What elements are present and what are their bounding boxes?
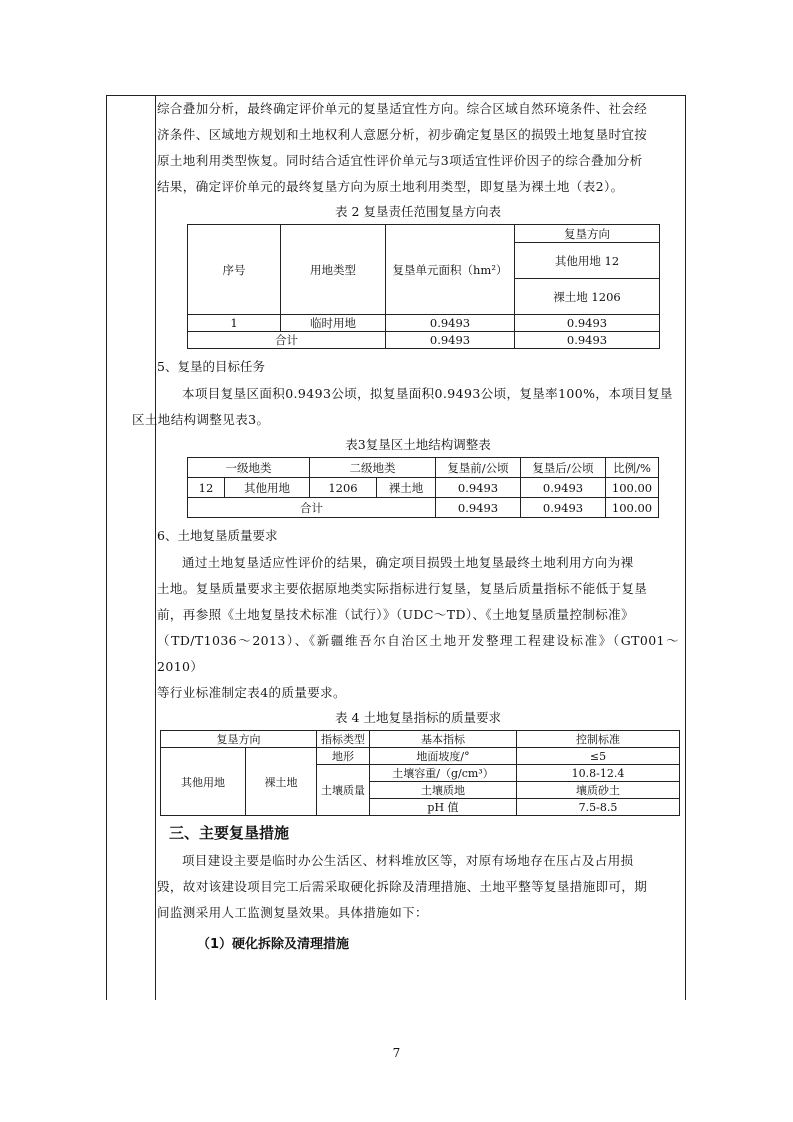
table-cell: 合计: [188, 332, 386, 349]
table-cell: 合计: [188, 498, 436, 518]
table2: [187, 224, 660, 349]
table-cell: 0.9493: [521, 478, 606, 498]
table-cell: 0.9493: [515, 315, 660, 332]
table-header: 用地类型: [281, 225, 386, 315]
section3-paragraph: [157, 848, 679, 926]
text-line: 间监测采用人工监测复垦效果。具体措施如下：: [157, 905, 428, 920]
text-line: 济条件、区域地方规划和土地权利人意愿分析，初步确定复垦区的损毁土地复垦时宜按: [157, 127, 648, 142]
table-header: 指标类型: [317, 731, 370, 748]
table-cell: 地面坡度/°: [370, 748, 517, 765]
frame-divider: [155, 96, 156, 1000]
table-cell: 0.9493: [436, 478, 521, 498]
table-cell: 土壤质量: [317, 765, 370, 816]
table-total-row: [188, 332, 660, 349]
section5-paragraph: [132, 381, 679, 433]
table3: [187, 457, 659, 518]
table-cell: 100.00: [606, 498, 659, 518]
table-header: 复垦后/公顷: [521, 458, 606, 478]
table-header: 控制标准: [517, 731, 680, 748]
table-cell: 0.9493: [386, 332, 515, 349]
table-header: 一级地类: [188, 458, 310, 478]
table4-title: 表 4 土地复垦指标的质量要求: [335, 710, 501, 725]
table-cell: ≤5: [517, 748, 680, 765]
table-header: 二级地类: [310, 458, 436, 478]
page-number: 7: [392, 1046, 401, 1060]
table-header: 复垦单元面积（hm²）: [386, 225, 515, 315]
table-cell: 1206: [310, 478, 377, 498]
text-line: 通过土地复垦适应性评价的结果，确定项目损毁土地复垦最终土地利用方向为裸: [182, 555, 634, 570]
table-cell: 7.5-8.5: [517, 799, 680, 816]
table-cell: 100.00: [606, 478, 659, 498]
text-line: 原土地利用类型恢复。同时结合适宜性评价单元与3项适宜性评价因子的综合叠加分析: [157, 153, 643, 168]
document-content: [132, 96, 679, 958]
table-cell: 裸土地: [246, 748, 317, 816]
intro-paragraph: [157, 96, 679, 200]
text-line: 等行业标准制定表4的质量要求。: [157, 685, 346, 700]
table-row: [188, 478, 659, 498]
text-line: 综合叠加分析，最终确定评价单元的复垦适宜性方向。综合区域自然环境条件、社会经: [157, 101, 648, 116]
table-cell: 地形: [317, 748, 370, 765]
table-cell: 10.8-12.4: [517, 765, 680, 782]
table-row: [188, 315, 660, 332]
table-cell: 1: [188, 315, 281, 332]
table-header: 比例/%: [606, 458, 659, 478]
text-line: 毁，故对该建设项目完工后需采取硬化拆除及清理措施、土地平整等复垦措施即可，期: [157, 879, 648, 894]
table-header: 基本指标: [370, 731, 517, 748]
table-cell: 土壤容重/（g/cm³）: [370, 765, 517, 782]
table-header: 复垦方向: [161, 731, 317, 748]
table-cell: 土壤质地: [370, 782, 517, 799]
table-cell: 其他用地: [161, 748, 246, 816]
text-line: 前，再参照《土地复垦技术标准（试行）》（UDC～TD）、《土地复垦质量控制标准》: [157, 607, 634, 622]
table-cell: 临时用地: [281, 315, 386, 332]
table-cell: 0.9493: [515, 332, 660, 349]
table-cell: 12: [188, 478, 225, 498]
text-line: 项目建设主要是临时办公生活区、材料堆放区等，对原有场地存在压占及占用损: [182, 853, 634, 868]
table-cell: 0.9493: [436, 498, 521, 518]
table-cell: pH 值: [370, 799, 517, 816]
table-header: 序号: [188, 225, 281, 315]
table3-title: 表3复垦区土地结构调整表: [345, 437, 491, 452]
table-row: [161, 748, 680, 765]
text-line: 土地。复垦质量要求主要依据原地类实际指标进行复垦，复垦后质量指标不能低于复垦: [157, 581, 648, 596]
table-cell: 0.9493: [521, 498, 606, 518]
table-cell: 其他用地: [225, 478, 310, 498]
table-header: 复垦前/公顷: [436, 458, 521, 478]
table-header: 裸土地 1206: [515, 279, 660, 315]
table-cell: 0.9493: [386, 315, 515, 332]
text-line: 结果，确定评价单元的最终复垦方向为原土地利用类型，即复垦为裸土地（表2）。: [157, 179, 624, 194]
text-line: 本项目复垦区面积0.9493公顷，拟复垦面积0.9493公顷，复垦率100%，本项目复垦: [182, 386, 673, 401]
table-header: 复垦方向: [515, 225, 660, 243]
section3-subheading: （1）硬化拆除及清理措施: [197, 937, 350, 952]
table-cell: 壤质砂土: [517, 782, 680, 799]
text-line: （TD/T1036～2013）、《新疆维吾尔自治区土地开发整理工程建设标准》（GT001～2010）: [157, 633, 679, 674]
section6-heading: 6、土地复垦质量要求: [157, 528, 278, 543]
table-header: 其他用地 12: [515, 243, 660, 279]
table4: [160, 730, 680, 816]
table-total-row: [188, 498, 659, 518]
section6-paragraph: [157, 550, 679, 706]
table-cell: 裸土地: [377, 478, 436, 498]
section3-heading: 三、主要复垦措施: [169, 824, 290, 842]
section5-heading: 5、复垦的目标任务: [157, 359, 265, 374]
table2-title: 表 2 复垦责任范围复垦方向表: [335, 204, 501, 219]
text-line: 区土地结构调整见表3。: [132, 412, 270, 427]
